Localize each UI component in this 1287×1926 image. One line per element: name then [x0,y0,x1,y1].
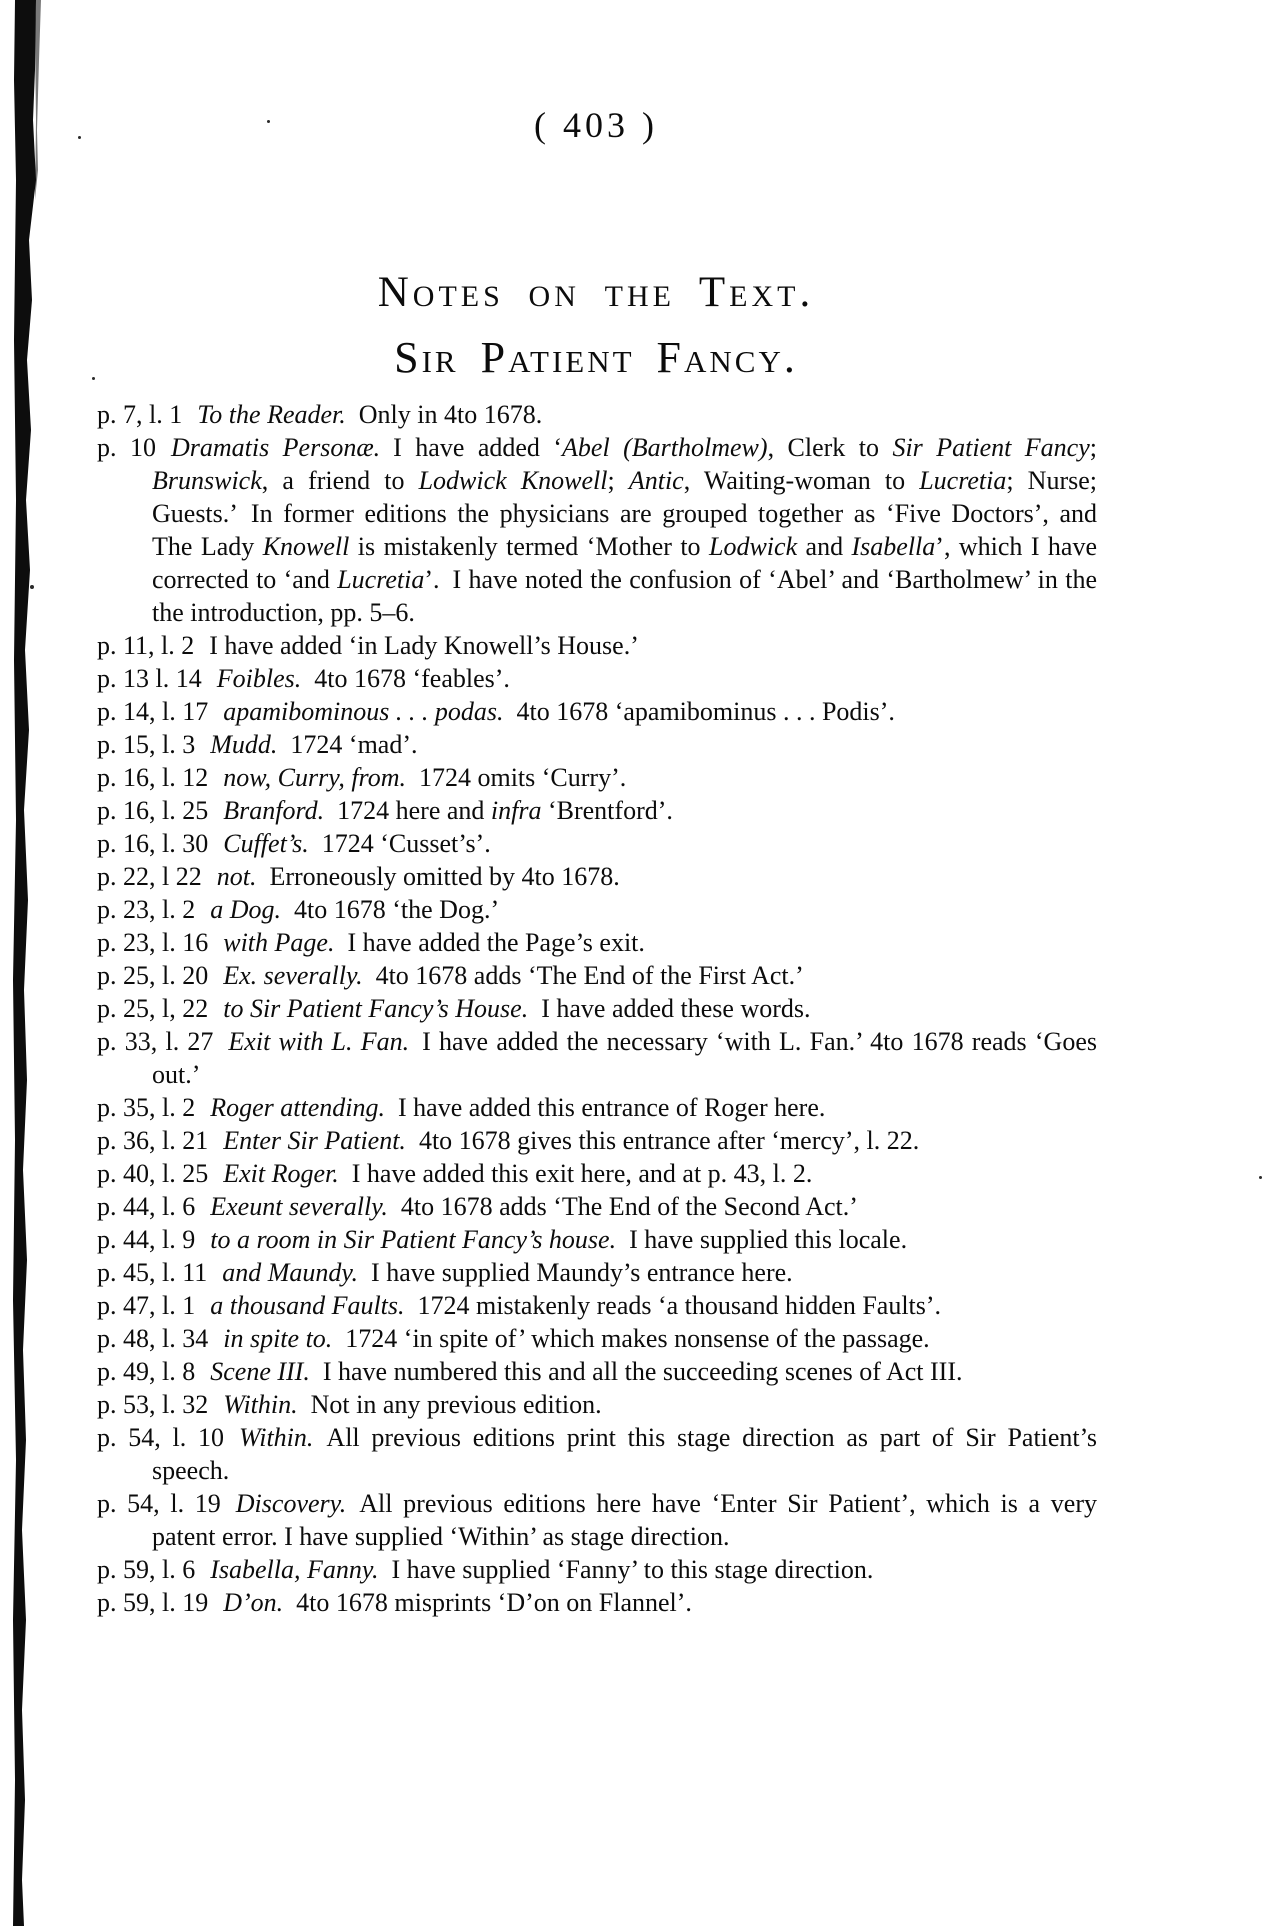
entry-note-text: ; Nurse; Guests.’ In former editions the physicians are grouped together as ‘Five Doctors’, and The Lady [152,466,1098,561]
entry-page-line-ref: p. 49, l. 8 [97,1357,196,1386]
entry-page-line-ref: p. 22, l 22 [97,862,202,891]
note-entry [97,629,1097,662]
entry-note-text: 4to 1678 ‘the Dog.’ [281,895,500,924]
entry-lemma: not. [216,862,257,891]
entry-note-text: 1724 ‘in spite of’ which makes nonsense of the passage. [332,1324,930,1353]
entry-lemma: Abel (Bartholmew) [562,433,768,462]
entry-lemma: Lodwick [709,532,798,561]
entry-lemma: and Maundy. [222,1258,359,1287]
entry-page-line-ref: p. 25, l. 20 [97,961,209,990]
entry-page-line-ref: p. 15, l. 3 [97,730,196,759]
entry-note-text: 1724 omits ‘Curry’. [405,763,627,792]
entry-note-text: is mistakenly termed ‘Mother to [349,532,709,561]
entry-note-text: I have supplied Maundy’s entrance here. [358,1258,793,1287]
note-entry [97,926,1097,959]
entry-lemma: Exit with L. Fan. [228,1027,410,1056]
entry-note-text: ’, which I have corrected to ‘and [152,532,1098,594]
notes-list [97,398,1097,1619]
entry-note-text: ‘Brentford’. [541,796,673,825]
scan-speck [30,585,34,589]
entry-lemma: Within. [239,1423,314,1452]
note-entry [97,794,1097,827]
note-entry [97,1421,1097,1487]
entry-lemma: Discovery. [235,1489,347,1518]
entry-lemma: to a room in Sir Patient Fancy’s house. [210,1225,617,1254]
scan-speck [1259,1176,1262,1179]
entry-note-text: I have supplied ‘Fanny’ to this stage direction. [378,1555,874,1584]
entry-page-line-ref: p. 7, l. 1 [97,400,183,429]
section-title: Notes on the Text. [377,269,815,316]
entry-lemma: Mudd. [210,730,278,759]
entry-page-line-ref: p. 54, l. 19 [97,1489,221,1518]
entry-page-line-ref: p. 59, l. 6 [97,1555,196,1584]
entry-note-text: , Waiting-woman to [683,466,920,495]
entry-note-text: 4to 1678 adds ‘The End of the Second Act.’ [387,1192,858,1221]
entry-lemma: Lodwick Knowell [418,466,608,495]
entry-page-line-ref: p. 36, l. 21 [97,1126,209,1155]
entry-page-line-ref: p. 48, l. 34 [97,1324,209,1353]
entry-note-text: , a friend to [261,466,419,495]
entry-note-text: ; [607,466,629,495]
entry-page-line-ref: p. 14, l. 17 [97,697,209,726]
entry-note-text: ’. I have noted the confusion of ‘Abel’ and ‘Bartholmew’ in the the introduction, pp. 5–6. [152,565,1097,627]
entry-note-text: Erroneously omitted by 4to 1678. [256,862,620,891]
entry-page-line-ref: p. 23, l. 2 [97,895,196,924]
note-entry [97,1355,1097,1388]
entry-page-line-ref: p. 45, l. 11 [97,1258,208,1287]
entry-lemma: Brunswick [152,466,262,495]
entry-page-line-ref: p. 54, l. 10 [97,1423,225,1452]
note-entry [97,1256,1097,1289]
entry-lemma: a thousand Faults. [210,1291,405,1320]
entry-page-line-ref: p. 13 l. 14 [97,664,202,693]
note-entry [97,695,1097,728]
note-entry [97,398,1097,431]
entry-note-text: I have numbered this and all the succeeding scenes of Act III. [309,1357,963,1386]
entry-page-line-ref: p. 47, l. 1 [97,1291,196,1320]
entry-lemma: Branford. [223,796,325,825]
note-entry [97,1553,1097,1586]
note-entry [97,761,1097,794]
entry-page-line-ref: p. 16, l. 12 [97,763,209,792]
entry-note-text: Not in any previous edition. [297,1390,602,1419]
entry-page-line-ref: p. 11, l. 2 [97,631,195,660]
entry-lemma: in spite to. [223,1324,333,1353]
entry-lemma: Sir Patient Fancy [892,433,1090,462]
note-entry [97,1091,1097,1124]
entry-lemma: with Page. [223,928,335,957]
entry-note-text: 1724 ‘mad’. [277,730,418,759]
entry-lemma: now, Curry, from. [223,763,406,792]
entry-lemma: Exit Roger. [223,1159,339,1188]
entry-page-line-ref: p. 16, l. 30 [97,829,209,858]
entry-lemma: Enter Sir Patient. [223,1126,406,1155]
entry-note-text: I have added these words. [528,994,811,1023]
entry-lemma: Knowell [262,532,350,561]
note-entry [97,662,1097,695]
entry-note-text: 1724 mistakenly reads ‘a thousand hidden Faults’. [404,1291,942,1320]
entry-lemma: a Dog. [210,895,282,924]
entry-note-text: 4to 1678 ‘apamibominus . . . Podis’. [503,697,895,726]
entry-note-text: I have added the necessary ‘with L. Fan.’ 4to 1678 reads ‘Goes out.’ [152,1027,1097,1089]
note-entry [97,1025,1097,1091]
note-entry [97,1223,1097,1256]
entry-note-text: I have added this exit here, and at p. 43, l. 2. [338,1159,813,1188]
entry-lemma: Roger attending. [210,1093,385,1122]
play-title: Sir Patient Fancy. [394,333,798,382]
entry-lemma: D’on. [223,1588,284,1617]
entry-lemma: Exeunt severally. [210,1192,388,1221]
entry-page-line-ref: p. 44, l. 9 [97,1225,196,1254]
entry-note-text: Only in 4to 1678. [345,400,543,429]
entry-lemma: Isabella [851,532,936,561]
note-entry [97,431,1097,629]
entry-note-text: , Clerk to [767,433,893,462]
entry-note-text: 4to 1678 adds ‘The End of the First Act.’ [362,961,804,990]
entry-lemma: Ex. severally. [223,961,363,990]
entry-note-text: I have added this entrance of Roger here. [385,1093,826,1122]
entry-lemma: apamibominous . . . podas. [223,697,504,726]
entry-note-text: 1724 ‘Cusset’s’. [308,829,491,858]
binding-edge [0,0,48,1926]
scan-speck [92,377,95,380]
entry-lemma: Isabella, Fanny. [210,1555,379,1584]
entry-note-text: 4to 1678 misprints ‘D’on on Flannel’. [283,1588,692,1617]
entry-note-text: ; [1089,433,1097,462]
entry-lemma: infra [490,796,542,825]
entry-page-line-ref: p. 10 [97,433,156,462]
entry-lemma: To the Reader. [197,400,346,429]
entry-note-text: All previous editions here have ‘Enter Sir Patient’, which is a very patent error. I have supplied ‘Within’ as stage direction. [152,1489,1097,1551]
entry-note-text: All previous editions print this stage direction as part of Sir Patient’s speech. [152,1423,1097,1485]
entry-page-line-ref: p. 40, l. 25 [97,1159,209,1188]
entry-lemma: Lucretia [919,466,1007,495]
entry-lemma: to Sir Patient Fancy’s House. [223,994,529,1023]
note-entry [97,1322,1097,1355]
entry-lemma: Foibles. [216,664,302,693]
entry-lemma: Antic [628,466,684,495]
scan-speck [78,136,81,139]
entry-page-line-ref: p. 25, l, 22 [97,994,209,1023]
note-entry [97,1157,1097,1190]
note-entry [97,1586,1097,1619]
entry-lemma: Lucretia [337,565,425,594]
entry-note-text: and [797,532,852,561]
entry-lemma: Scene III. [210,1357,310,1386]
entry-page-line-ref: p. 59, l. 19 [97,1588,209,1617]
entry-note-text: I have supplied this locale. [616,1225,908,1254]
entry-page-line-ref: p. 53, l. 32 [97,1390,209,1419]
entry-page-line-ref: p. 16, l. 25 [97,796,209,825]
entry-lemma: Within. [223,1390,298,1419]
entry-page-line-ref: p. 44, l. 6 [97,1192,196,1221]
note-entry [97,893,1097,926]
entry-lemma: Cuffet’s. [223,829,309,858]
note-entry [97,959,1097,992]
entry-lemma: Dramatis Personæ. [170,433,381,462]
note-entry [97,1289,1097,1322]
note-entry [97,992,1097,1025]
note-entry [97,728,1097,761]
entry-note-text: 4to 1678 gives this entrance after ‘mercy’, l. 22. [405,1126,920,1155]
entry-note-text: I have added ‘ [380,433,563,462]
note-entry [97,1487,1097,1553]
note-entry [97,1388,1097,1421]
entry-page-line-ref: p. 33, l. 27 [97,1027,214,1056]
page-number: ( 403 ) [534,105,658,145]
entry-note-text: 4to 1678 ‘feables’. [301,664,510,693]
entry-page-line-ref: p. 35, l. 2 [97,1093,196,1122]
note-entry [97,1124,1097,1157]
entry-note-text: I have added ‘in Lady Knowell’s House.’ [209,631,639,660]
entry-page-line-ref: p. 23, l. 16 [97,928,209,957]
entry-note-text: 1724 here and [324,796,491,825]
note-entry [97,860,1097,893]
entry-note-text: I have added the Page’s exit. [334,928,645,957]
note-entry [97,827,1097,860]
note-entry [97,1190,1097,1223]
